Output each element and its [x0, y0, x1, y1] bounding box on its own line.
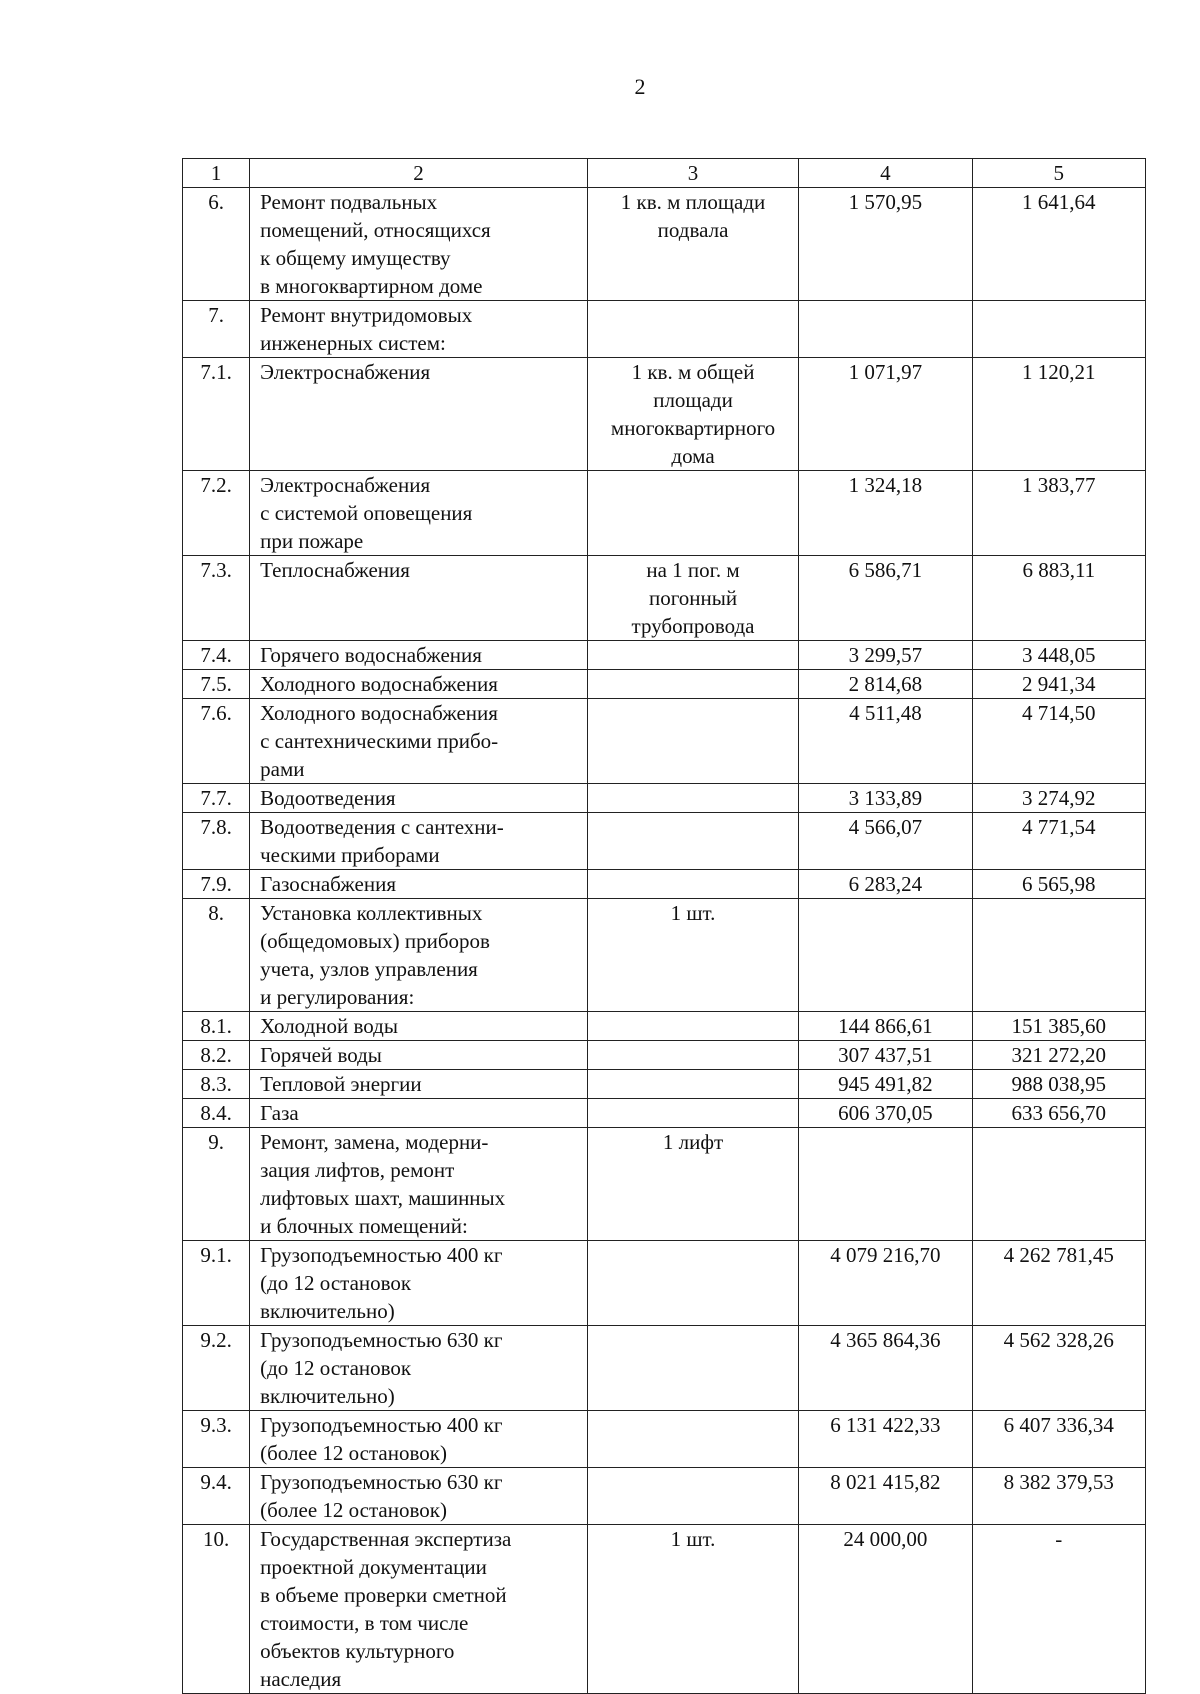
row-value-col4: 24 000,00: [799, 1525, 972, 1694]
row-unit: на 1 пог. м погонный трубопровода: [587, 556, 798, 641]
row-work-name: Водоотведения с сантехни- ческими приборами: [250, 813, 588, 870]
row-work-name: Ремонт внутридомовых инженерных систем:: [250, 301, 588, 358]
table-row: [183, 301, 1146, 358]
row-work-name: Холодного водоснабжения: [250, 670, 588, 699]
row-unit: [587, 1099, 798, 1128]
row-work-name: Государственная экспертиза проектной документации в объеме проверки сметной стоимости, в том числе объектов культурного наследия: [250, 1525, 588, 1694]
row-value-col5: 151 385,60: [972, 1012, 1145, 1041]
row-value-col4: 1 071,97: [799, 358, 972, 471]
row-number: 7.7.: [183, 784, 250, 813]
table-row: [183, 1241, 1146, 1326]
table-row: [183, 784, 1146, 813]
table-row: [183, 899, 1146, 1012]
row-work-name: Газоснабжения: [250, 870, 588, 899]
row-unit: [587, 1468, 798, 1525]
table-row: [183, 813, 1146, 870]
row-work-name: Холодного водоснабжения с сантехническими прибо- рами: [250, 699, 588, 784]
table-row: [183, 699, 1146, 784]
row-value-col4: 1 324,18: [799, 471, 972, 556]
row-unit: [587, 813, 798, 870]
row-work-name: Ремонт подвальных помещений, относящихся к общему имуществу в многоквартирном доме: [250, 188, 588, 301]
row-unit: [587, 1411, 798, 1468]
row-work-name: Горячей воды: [250, 1041, 588, 1070]
row-number: 7.3.: [183, 556, 250, 641]
row-work-name: Грузоподъемностью 630 кг (до 12 остановок включительно): [250, 1326, 588, 1411]
table-row: [183, 670, 1146, 699]
row-value-col4: 4 079 216,70: [799, 1241, 972, 1326]
row-number: 8.: [183, 899, 250, 1012]
row-unit: [587, 1326, 798, 1411]
row-unit: [587, 1041, 798, 1070]
row-number: 9.2.: [183, 1326, 250, 1411]
row-work-name: Теплоснабжения: [250, 556, 588, 641]
row-number: 9.4.: [183, 1468, 250, 1525]
row-number: 7.1.: [183, 358, 250, 471]
row-work-name: Газа: [250, 1099, 588, 1128]
row-number: 8.4.: [183, 1099, 250, 1128]
row-value-col5: [972, 899, 1145, 1012]
row-value-col4: 6 283,24: [799, 870, 972, 899]
row-unit: [587, 641, 798, 670]
page-number: 2: [634, 74, 646, 99]
row-work-name: Грузоподъемностью 400 кг (до 12 остановок включительно): [250, 1241, 588, 1326]
row-number: 8.3.: [183, 1070, 250, 1099]
table-row: [183, 641, 1146, 670]
row-work-name: Электроснабжения с системой оповещения при пожаре: [250, 471, 588, 556]
row-value-col5: [972, 1128, 1145, 1241]
row-work-name: Водоотведения: [250, 784, 588, 813]
row-work-name: Грузоподъемностью 400 кг (более 12 остановок): [250, 1411, 588, 1468]
row-unit: [587, 1070, 798, 1099]
table-row: [183, 471, 1146, 556]
table-row: [183, 1525, 1146, 1694]
header-col-1: 1: [183, 159, 250, 188]
row-value-col4: 3 299,57: [799, 641, 972, 670]
table-row: [183, 1012, 1146, 1041]
row-unit: [587, 870, 798, 899]
header-col-5: 5: [972, 159, 1145, 188]
row-work-name: Грузоподъемностью 630 кг (более 12 остановок): [250, 1468, 588, 1525]
row-value-col5: 2 941,34: [972, 670, 1145, 699]
row-value-col5: 6 883,11: [972, 556, 1145, 641]
row-value-col4: 6 131 422,33: [799, 1411, 972, 1468]
row-value-col4: 8 021 415,82: [799, 1468, 972, 1525]
row-value-col5: 3 274,92: [972, 784, 1145, 813]
row-work-name: Ремонт, замена, модерни- зация лифтов, ремонт лифтовых шахт, машинных и блочных помещений:: [250, 1128, 588, 1241]
row-value-col5: 4 262 781,45: [972, 1241, 1145, 1326]
row-unit: [587, 1012, 798, 1041]
row-value-col4: 4 566,07: [799, 813, 972, 870]
row-value-col4: 307 437,51: [799, 1041, 972, 1070]
row-unit: 1 лифт: [587, 1128, 798, 1241]
row-number: 9.3.: [183, 1411, 250, 1468]
row-number: 9.: [183, 1128, 250, 1241]
table-row: [183, 556, 1146, 641]
table-row: [183, 358, 1146, 471]
header-col-2: 2: [250, 159, 588, 188]
row-value-col5: [972, 301, 1145, 358]
row-unit: [587, 471, 798, 556]
row-unit: [587, 1241, 798, 1326]
row-value-col5: 3 448,05: [972, 641, 1145, 670]
row-number: 7.6.: [183, 699, 250, 784]
row-number: 8.2.: [183, 1041, 250, 1070]
row-unit: [587, 699, 798, 784]
row-unit: 1 кв. м площади подвала: [587, 188, 798, 301]
header-col-3: 3: [587, 159, 798, 188]
row-number: 8.1.: [183, 1012, 250, 1041]
row-unit: [587, 301, 798, 358]
row-value-col5: 8 382 379,53: [972, 1468, 1145, 1525]
row-value-col4: 1 570,95: [799, 188, 972, 301]
header-col-4: 4: [799, 159, 972, 188]
row-value-col4: 3 133,89: [799, 784, 972, 813]
row-value-col5: 988 038,95: [972, 1070, 1145, 1099]
row-value-col4: [799, 301, 972, 358]
row-number: 7.: [183, 301, 250, 358]
row-number: 9.1.: [183, 1241, 250, 1326]
row-value-col5: 4 562 328,26: [972, 1326, 1145, 1411]
row-value-col4: 144 866,61: [799, 1012, 972, 1041]
row-value-col4: [799, 1128, 972, 1241]
row-value-col5: 1 383,77: [972, 471, 1145, 556]
row-work-name: Установка коллективных (общедомовых) приборов учета, узлов управления и регулирования:: [250, 899, 588, 1012]
row-value-col5: -: [972, 1525, 1145, 1694]
row-number: 6.: [183, 188, 250, 301]
row-unit: [587, 670, 798, 699]
table-row: [183, 1411, 1146, 1468]
row-number: 7.9.: [183, 870, 250, 899]
table-row: [183, 870, 1146, 899]
table-row: [183, 1128, 1146, 1241]
table-row: [183, 188, 1146, 301]
row-number: 7.2.: [183, 471, 250, 556]
row-work-name: Тепловой энергии: [250, 1070, 588, 1099]
row-value-col5: 633 656,70: [972, 1099, 1145, 1128]
row-value-col5: 4 771,54: [972, 813, 1145, 870]
row-value-col5: 1 641,64: [972, 188, 1145, 301]
row-number: 7.4.: [183, 641, 250, 670]
row-value-col4: 4 511,48: [799, 699, 972, 784]
table-row: [183, 1326, 1146, 1411]
table-row: [183, 1099, 1146, 1128]
row-number: 7.5.: [183, 670, 250, 699]
table-row: [183, 1070, 1146, 1099]
row-value-col4: 2 814,68: [799, 670, 972, 699]
table-header-row: [183, 159, 1146, 188]
row-value-col4: [799, 899, 972, 1012]
row-number: 7.8.: [183, 813, 250, 870]
row-unit: 1 шт.: [587, 1525, 798, 1694]
row-unit: 1 кв. м общей площади многоквартирного дома: [587, 358, 798, 471]
row-work-name: Холодной воды: [250, 1012, 588, 1041]
row-value-col4: 606 370,05: [799, 1099, 972, 1128]
tariff-table: [182, 158, 1146, 1694]
row-value-col5: 6 407 336,34: [972, 1411, 1145, 1468]
row-value-col5: 4 714,50: [972, 699, 1145, 784]
row-work-name: Электроснабжения: [250, 358, 588, 471]
row-value-col4: 6 586,71: [799, 556, 972, 641]
row-unit: 1 шт.: [587, 899, 798, 1012]
row-value-col5: 6 565,98: [972, 870, 1145, 899]
row-value-col5: 1 120,21: [972, 358, 1145, 471]
table-row: [183, 1041, 1146, 1070]
row-value-col4: 945 491,82: [799, 1070, 972, 1099]
row-number: 10.: [183, 1525, 250, 1694]
row-work-name: Горячего водоснабжения: [250, 641, 588, 670]
row-unit: [587, 784, 798, 813]
row-value-col4: 4 365 864,36: [799, 1326, 972, 1411]
table-row: [183, 1468, 1146, 1525]
row-value-col5: 321 272,20: [972, 1041, 1145, 1070]
